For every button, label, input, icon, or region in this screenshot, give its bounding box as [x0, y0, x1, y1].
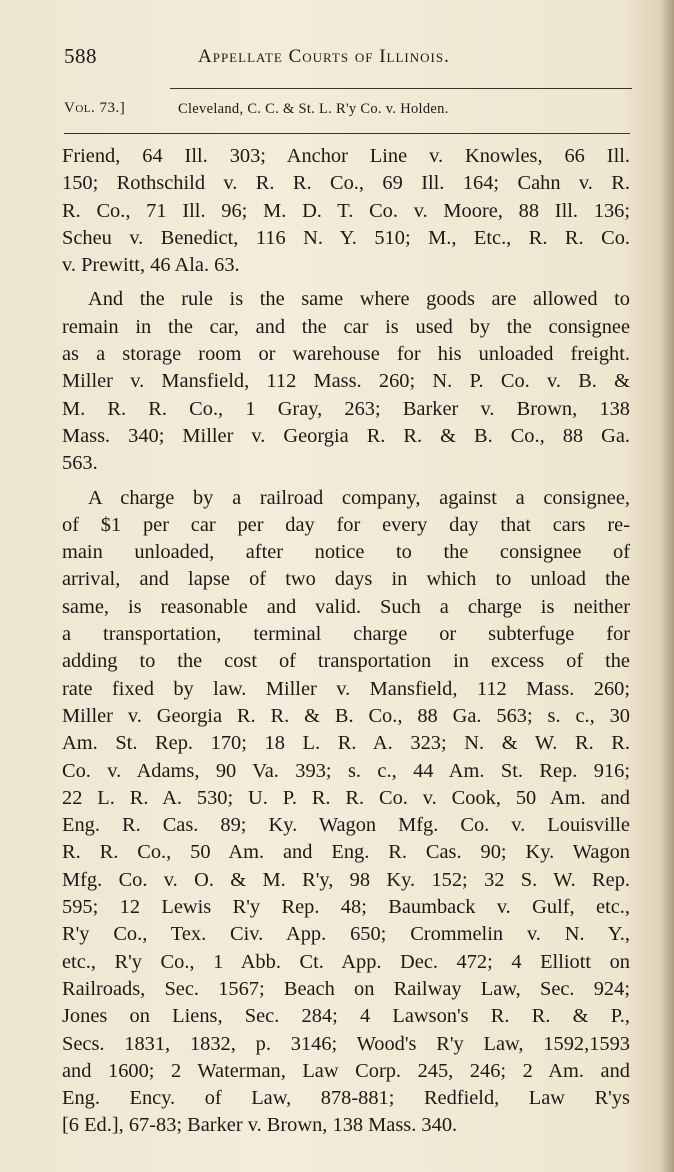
- body-text: [62, 143, 630, 1140]
- text-line: of $1 per car per day for every day that cars re-: [62, 513, 630, 536]
- text-line: Railroads, Sec. 1567; Beach on Railway Law, Sec. 924;: [62, 977, 630, 1000]
- text-line: 595; 12 Lewis R'y Rep. 48; Baumback v. Gulf, etc.,: [62, 896, 630, 919]
- text-line: Miller v. Mansfield, 112 Mass. 260; N. P. Co. v. B. &: [62, 370, 630, 393]
- text-line: Am. St. Rep. 170; 18 L. R. A. 323; N. & W. R. R.: [62, 732, 630, 755]
- case-header: [64, 100, 624, 124]
- text-line: Eng. R. Cas. 89; Ky. Wagon Mfg. Co. v. Louisville: [62, 814, 630, 837]
- text-line: Scheu v. Benedict, 116 N. Y. 510; M., Etc., R. R. Co.: [62, 226, 630, 249]
- text-line: Eng. Ency. of Law, 878-881; Redfield, Law R'ys: [62, 1087, 630, 1110]
- text-line: R. R. Co., 50 Am. and Eng. R. Cas. 90; Ky. Wagon: [62, 841, 630, 864]
- paragraph-3: [62, 485, 630, 1140]
- page-edge-shadow: [660, 0, 674, 1172]
- text-line: and 1600; 2 Waterman, Law Corp. 245, 246; 2 Am. and: [62, 1059, 630, 1082]
- text-line: Miller v. Georgia R. R. & B. Co., 88 Ga. 563; s. c., 30: [62, 704, 630, 727]
- text-line: as a storage room or warehouse for his unloaded freight.: [62, 343, 630, 366]
- text-line: Jones on Liens, Sec. 284; 4 Lawson's R. R. & P.,: [62, 1005, 630, 1028]
- text-line: etc., R'y Co., 1 Abb. Ct. App. Dec. 472; 4 Elliott on: [62, 950, 630, 973]
- text-line: A charge by a railroad company, against a consignee,: [88, 486, 630, 509]
- text-line: arrival, and lapse of two days in which to unload the: [62, 568, 630, 591]
- text-line: Co. v. Adams, 90 Va. 393; s. c., 44 Am. St. Rep. 916;: [62, 759, 630, 782]
- text-line: main unloaded, after notice to the consignee of: [62, 541, 630, 564]
- text-line: 22 L. R. A. 530; U. P. R. R. Co. v. Cook, 50 Am. and: [62, 786, 630, 809]
- text-line: Friend, 64 Ill. 303; Anchor Line v. Knowles, 66 Ill.: [62, 145, 630, 167]
- running-head: [64, 44, 534, 74]
- text-line: adding to the cost of transportation in excess of the: [62, 650, 630, 673]
- text-line: same, is reasonable and valid. Such a charge is neither: [62, 595, 630, 618]
- text-line: 150; Rothschild v. R. R. Co., 69 Ill. 164; Cahn v. R.: [62, 172, 630, 195]
- header-rule-bottom: [64, 133, 630, 134]
- text-line: v. Prewitt, 46 Ala. 63.: [62, 254, 240, 277]
- text-line: R. Co., 71 Ill. 96; M. D. T. Co. v. Moore, 88 Ill. 136;: [62, 199, 630, 222]
- volume-label: Vol. 73.]: [64, 100, 126, 116]
- text-line: R'y Co., Tex. Civ. App. 650; Crommelin v. N. Y.,: [62, 923, 630, 946]
- text-line: 563.: [62, 452, 98, 475]
- paragraph-1: [62, 143, 630, 279]
- paragraph-2: [62, 286, 630, 477]
- text-line: [6 Ed.], 67-83; Barker v. Brown, 138 Mass. 340.: [62, 1114, 458, 1137]
- text-line: a transportation, terminal charge or subterfuge for: [62, 623, 630, 646]
- text-line: rate fixed by law. Miller v. Mansfield, 112 Mass. 260;: [62, 677, 630, 700]
- text-line: And the rule is the same where goods are allowed to: [88, 288, 630, 311]
- case-title: Cleveland, C. C. & St. L. R'y Co. v. Holden.: [178, 101, 449, 117]
- text-line: M. R. R. Co., 1 Gray, 263; Barker v. Brown, 138: [62, 397, 630, 420]
- header-rule-top: [170, 88, 632, 89]
- text-line: Mfg. Co. v. O. & M. R'y, 98 Ky. 152; 32 S. W. Rep.: [62, 868, 630, 891]
- text-line: remain in the car, and the car is used by the consignee: [62, 315, 630, 338]
- page-number: 588: [64, 44, 97, 68]
- text-line: Secs. 1831, 1832, p. 3146; Wood's R'y Law, 1592,1593: [62, 1032, 630, 1055]
- text-line: Mass. 340; Miller v. Georgia R. R. & B. Co., 88 Ga.: [62, 424, 630, 447]
- running-title: Appellate Courts of Illinois.: [198, 46, 450, 67]
